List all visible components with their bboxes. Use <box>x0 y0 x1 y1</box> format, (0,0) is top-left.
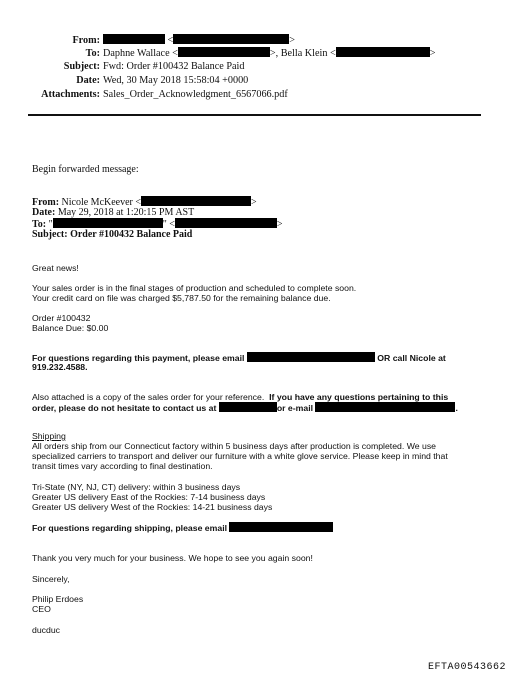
attach-row-1 <box>32 392 448 402</box>
forward-to-row: To: " " < > <box>32 219 283 230</box>
header-subject-row <box>0 61 244 73</box>
header-subject-label: Subject: <box>63 61 100 72</box>
redaction <box>173 34 289 44</box>
forward-subject-label: Subject: <box>32 229 68 240</box>
shipping-question-row <box>32 522 333 533</box>
attach-question: If you have any questions pertaining to this <box>269 392 449 402</box>
redaction <box>229 522 333 532</box>
header-date: Wed, 30 May 2018 15:58:04 +0000 <box>103 75 249 86</box>
header-divider <box>28 114 481 116</box>
balance-due: Balance Due: $0.00 <box>32 323 109 333</box>
forward-subject: Order #100432 Balance Paid <box>70 229 193 240</box>
header-attachments: Sales_Order_Acknowledgment_6567066.pdf <box>103 89 288 100</box>
delivery-tristate: Tri-State (NY, NJ, CT) delivery: within 3 business days <box>32 482 241 492</box>
shipping-line: specialized carriers to transport and deliver our furniture with a white glove service. Please keep in mind that <box>32 451 448 461</box>
forward-intro: Begin forwarded message: <box>32 164 139 175</box>
greeting: Great news! <box>32 263 79 273</box>
forward-from-row: From: Nicole McKeever < > <box>32 197 257 208</box>
redaction <box>53 218 163 228</box>
shipping-line: All orders ship from our Connecticut factory within 5 business days after production is completed. We use <box>32 441 436 451</box>
paragraph-line: Your sales order is in the final stages of production and scheduled to complete soon. <box>32 283 357 293</box>
paragraph-line: Your credit card on file was charged $5,787.50 for the remaining balance due. <box>32 293 331 303</box>
header-from-label: From: <box>72 35 100 46</box>
forward-subject-row <box>32 229 192 240</box>
delivery-west: Greater US delivery West of the Rockies: 14-21 business days <box>32 502 273 512</box>
header-to-row: To: Daphne Wallace < >, Bella Klein < > <box>0 47 435 60</box>
attach-email: or e-mail <box>276 403 314 413</box>
attach-contact: order, please do not hesitate to contact us at <box>32 403 217 413</box>
redaction <box>336 47 430 57</box>
delivery-east: Greater US delivery East of the Rockies: 7-14 business days <box>32 492 266 502</box>
thanks-line: Thank you very much for your business. We hope to see you again soon! <box>32 553 313 563</box>
header-from-row: From: < > <box>0 34 295 47</box>
header-date-label: Date: <box>76 75 100 86</box>
redaction <box>247 352 375 362</box>
payment-question-row <box>32 352 446 363</box>
order-number: Order #100432 <box>32 313 91 323</box>
redaction <box>315 402 455 412</box>
forward-date-row <box>32 207 194 218</box>
phone-number: 919.232.4588. <box>32 362 88 372</box>
shipping-title: Shipping <box>32 431 66 441</box>
shipping-question: For questions regarding shipping, please email <box>32 523 228 533</box>
header-attachments-label: Attachments: <box>41 89 100 100</box>
attach-row-2: order, please do not hesitate to contact us at or e-mail . <box>32 403 458 413</box>
header-to-name1: Daphne Wallace < <box>103 48 178 59</box>
attach-text: Also attached is a copy of the sales order for your reference. <box>32 392 265 402</box>
company-signature: ducduc <box>32 625 61 635</box>
redaction <box>103 34 165 44</box>
forward-to-label: To: <box>32 219 47 230</box>
header-to-sep: >, Bella Klein < <box>269 48 336 59</box>
signer-title: CEO <box>32 604 51 614</box>
payment-question: For questions regarding this payment, please email <box>32 353 245 363</box>
shipping-line: transit times vary according to final destination. <box>32 461 213 471</box>
forward-date: May 29, 2018 at 1:20:15 PM AST <box>57 207 195 218</box>
redaction <box>141 196 251 206</box>
header-attachments-row <box>0 89 288 101</box>
header-to-label: To: <box>85 48 100 59</box>
signer-name: Philip Erdoes <box>32 594 84 604</box>
redaction <box>175 218 277 228</box>
redaction <box>178 47 270 57</box>
forward-date-label: Date: <box>32 207 56 218</box>
forward-from: Nicole McKeever < <box>61 197 142 208</box>
forward-from-label: From: <box>32 197 60 208</box>
header-date-row <box>0 75 248 87</box>
payment-question-call: OR call Nicole at <box>377 353 446 363</box>
sincerely: Sincerely, <box>32 574 70 584</box>
redaction <box>219 402 277 412</box>
document-id: EFTA00543662 <box>427 662 506 673</box>
header-subject: Fwd: Order #100432 Balance Paid <box>103 61 245 72</box>
